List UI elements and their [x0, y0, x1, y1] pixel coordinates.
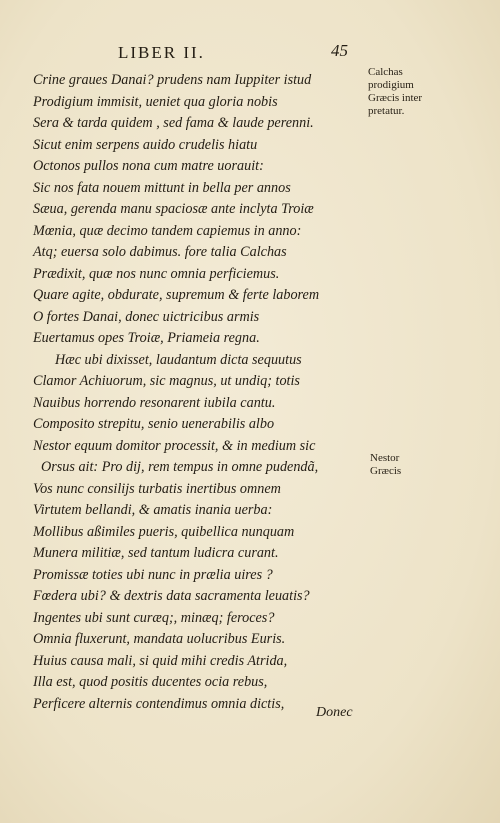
verse-line: Sera & tarda quidem , sed fama & laude perenni.	[33, 115, 314, 131]
running-head: LIBER II.	[118, 43, 205, 62]
verse-line: Nauibus horrendo resonarent iubila cantu.	[33, 394, 276, 411]
verse-block	[33, 70, 353, 715]
verse-line: Illa est, quod positis ducentes ocia rebus,	[33, 674, 268, 690]
catchword: Donec	[316, 705, 353, 720]
verse-line: Orsus ait: Pro dij, rem tempus in omne pudendã,	[41, 459, 319, 475]
verse-line: O fortes Danai, donec uictricibus armis	[33, 308, 260, 325]
verse-line: Ingentes ubi sunt curæq;, minæq; feroces?	[33, 609, 275, 626]
margin-note-line: pretatur.	[368, 105, 405, 117]
margin-note-calchas	[368, 66, 448, 118]
verse-line: Quare agite, obdurate, supremum & ferte laborem	[33, 287, 320, 303]
verse-line: Vos nunc consilijs turbatis inertibus omnem	[33, 480, 281, 497]
verse-line: Sæua, gerenda manu spaciosæ ante inclyta Troiæ	[33, 201, 314, 217]
margin-note-line: Calchas	[368, 66, 403, 78]
verse-line: Hæc ubi dixisset, laudantum dicta sequutus	[55, 351, 302, 368]
verse-line: Perficere alternis contendimus omnia dictis,	[33, 695, 285, 712]
verse-line: Mœnia, quæ decimo tandem capiemus in anno:	[33, 222, 302, 239]
verse-line: Octonos pullos nona cum matre uorauit:	[33, 158, 264, 174]
page-number: 45	[331, 41, 348, 60]
verse-line: Prodigium immisit, ueniet qua gloria nobis	[33, 93, 278, 110]
verse-line: Sicut enim serpens auido crudelis hiatu	[33, 136, 258, 153]
margin-note-line: Græcis	[370, 465, 402, 477]
verse-line: Sic nos fata nouem mittunt in bella per annos	[33, 179, 291, 196]
verse-line: Virtutem bellandi, & amatis inania uerba:	[33, 502, 273, 518]
margin-note-line: prodigium	[368, 79, 414, 91]
verse-line: Fœdera ubi? & dextris data sacramenta leuatis?	[33, 588, 310, 604]
verse-line: Mollibus aßimiles pueris, quibellica nunquam	[33, 523, 295, 540]
margin-note-line: Græcis inter	[368, 92, 423, 104]
page-header	[118, 43, 348, 67]
margin-note-nestor	[370, 452, 440, 478]
verse-line: Atq; euersa solo dabimus. fore talia Calchas	[33, 244, 287, 260]
verse-line: Prædixit, quæ nos nunc omnia perficiemus.	[33, 265, 280, 282]
verse-line: Composito strepitu, senio uenerabilis albo	[33, 416, 275, 432]
margin-note-line: Nestor	[370, 452, 400, 464]
verse-line: Promissæ toties ubi nunc in prælia uires ?	[33, 566, 273, 583]
verse-line: Huius causa mali, si quid mihi credis Atrida,	[33, 652, 288, 669]
verse-line: Clamor Achiuorum, sic magnus, ut undiq; totis	[33, 373, 300, 389]
verse-line: Crine graues Danai? prudens nam Iuppiter istud	[33, 72, 312, 88]
verse-line: Omnia fluxerunt, mandata uolucribus Euris.	[33, 631, 286, 647]
verse-line: Nestor equum domitor processit, & in medium sic	[33, 437, 316, 454]
verse-line: Euertamus opes Troiæ, Priameia regna.	[33, 330, 260, 346]
verse-line: Munera militiæ, sed tantum ludicra curant.	[33, 545, 279, 561]
